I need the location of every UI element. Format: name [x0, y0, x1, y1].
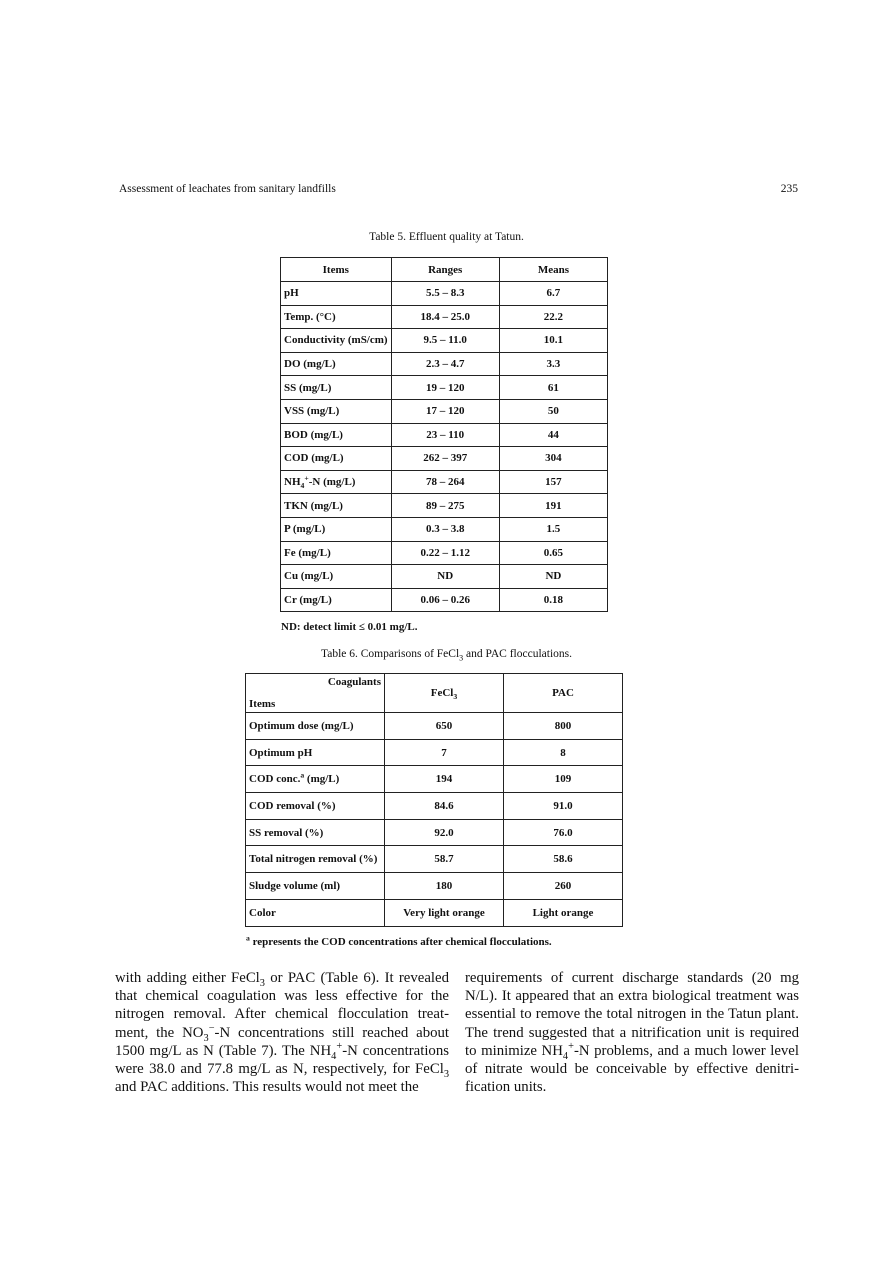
table5-cell-mean: 157	[499, 470, 607, 494]
table5-cell-range: 0.06 – 0.26	[391, 588, 499, 612]
table6-cell-item: COD removal (%)	[246, 793, 385, 820]
table6-cell-fecl3: 84.6	[385, 793, 504, 820]
table6-row	[246, 873, 623, 900]
table6-row	[246, 739, 623, 766]
table5-cell-item: BOD (mg/L)	[281, 423, 392, 447]
table6-header-corner	[246, 674, 385, 713]
table5-cell-range: ND	[391, 565, 499, 589]
table6-note: $^a$ represents the COD concentrations after chemical flocculations.	[246, 933, 552, 948]
table5-cell-mean: 0.18	[499, 588, 607, 612]
table6-cell-item: Color	[246, 899, 385, 926]
table6-caption-text: Table 6. Comparisons of FeCl$_3$ and PAC flocculations.	[321, 648, 572, 663]
table5-cell-mean: 3.3	[499, 352, 607, 376]
table6-cell-item: Optimum pH	[246, 739, 385, 766]
table6-row	[246, 899, 623, 926]
table6	[245, 673, 623, 927]
table5-row	[281, 541, 608, 565]
table6-cell-pac: 91.0	[504, 793, 623, 820]
table5-cell-item: $NH_4^+-N$ (mg/L)	[281, 470, 392, 494]
table5-cell-item: Cu (mg/L)	[281, 565, 392, 589]
table6-cell-fecl3: 650	[385, 713, 504, 740]
table6-cell-pac: 260	[504, 873, 623, 900]
table6-header-row	[246, 674, 623, 713]
table5-cell-mean: 10.1	[499, 329, 607, 353]
table5-cell-range: 89 – 275	[391, 494, 499, 518]
table5-cell-range: 18.4 – 25.0	[391, 305, 499, 329]
table5-row	[281, 399, 608, 423]
table6-cell-pac: 58.6	[504, 846, 623, 873]
table6-cell-item: SS removal (%)	[246, 819, 385, 846]
running-head: Assessment of leachates from sanitary landfills	[119, 183, 336, 195]
table6-cell-pac: 76.0	[504, 819, 623, 846]
table6-row	[246, 713, 623, 740]
table6-cell-fecl3: 7	[385, 739, 504, 766]
table5-row	[281, 588, 608, 612]
table5-row	[281, 329, 608, 353]
table5-cell-mean: ND	[499, 565, 607, 589]
table5-cell-item: P (mg/L)	[281, 517, 392, 541]
table5-cell-range: 23 – 110	[391, 423, 499, 447]
table6-row	[246, 793, 623, 820]
body-right-column: requirements of current discharge standards (20 mg N/L). It appeared that an extra biological treatment was essential to remove the total nitrogen in the Tatun plant. The trend suggested that a nitrification unit is required to minimize $NH_4^+-N$ problems, and a much lower level of nitrate would be conceivable by effective denitrification units.	[465, 970, 799, 1096]
table5-row	[281, 470, 608, 494]
table6-cell-pac: 109	[504, 766, 623, 793]
table6-cell-fecl3: 92.0	[385, 819, 504, 846]
table5-row	[281, 565, 608, 589]
table5-body	[281, 282, 608, 612]
table5-row	[281, 447, 608, 471]
table5-cell-item: TKN (mg/L)	[281, 494, 392, 518]
table5-row	[281, 423, 608, 447]
page-number: 235	[780, 183, 798, 195]
table5-cell-range: 0.3 – 3.8	[391, 517, 499, 541]
table5-col-ranges: Ranges	[391, 258, 499, 282]
table5-cell-item: SS (mg/L)	[281, 376, 392, 400]
table5-cell-item: VSS (mg/L)	[281, 399, 392, 423]
table6-row	[246, 819, 623, 846]
table6-cell-fecl3: 180	[385, 873, 504, 900]
table5-cell-item: Cr (mg/L)	[281, 588, 392, 612]
table5-cell-item: pH	[281, 282, 392, 306]
table6-cell-item: Optimum dose (mg/L)	[246, 713, 385, 740]
table5-cell-range: 5.5 – 8.3	[391, 282, 499, 306]
table5	[280, 257, 608, 612]
table5-cell-item: COD (mg/L)	[281, 447, 392, 471]
table6-col-pac: PAC	[504, 674, 623, 713]
table6-cell-fecl3: 58.7	[385, 846, 504, 873]
table5-cell-mean: 61	[499, 376, 607, 400]
table5-cell-mean: 6.7	[499, 282, 607, 306]
table5-cell-item: Temp. (°C)	[281, 305, 392, 329]
table5-cell-item: DO (mg/L)	[281, 352, 392, 376]
table5-cell-mean: 191	[499, 494, 607, 518]
table5-cell-range: 0.22 – 1.12	[391, 541, 499, 565]
table6-cell-item: COD conc.$^a$ (mg/L)	[246, 766, 385, 793]
table6-cell-pac: Light orange	[504, 899, 623, 926]
table5-col-means: Means	[499, 258, 607, 282]
table5-cell-item: Conductivity (mS/cm)	[281, 329, 392, 353]
table5-cell-range: 262 – 397	[391, 447, 499, 471]
table5-col-items: Items	[281, 258, 392, 282]
table5-cell-mean: 50	[499, 399, 607, 423]
table6-cell-fecl3: Very light orange	[385, 899, 504, 926]
table5-row	[281, 494, 608, 518]
table6-cell-item: Total nitrogen removal (%)	[246, 846, 385, 873]
table6-row	[246, 766, 623, 793]
table5-cell-mean: 304	[499, 447, 607, 471]
table5-row	[281, 376, 608, 400]
table6-cell-item: Sludge volume (ml)	[246, 873, 385, 900]
table5-row	[281, 517, 608, 541]
table5-header-row	[281, 258, 608, 282]
table5-cell-mean: 1.5	[499, 517, 607, 541]
table6-cell-fecl3: 194	[385, 766, 504, 793]
table5-row	[281, 282, 608, 306]
table6-header-items: Items	[249, 698, 276, 710]
table5-cell-range: 9.5 – 11.0	[391, 329, 499, 353]
table5-cell-item: Fe (mg/L)	[281, 541, 392, 565]
table5-note: ND: detect limit ≤ 0.01 mg/L.	[281, 621, 418, 633]
table5-cell-range: 78 – 264	[391, 470, 499, 494]
table5-cell-range: 19 – 120	[391, 376, 499, 400]
table6-header-coagulants: Coagulants	[327, 676, 381, 688]
table6-cell-pac: 8	[504, 739, 623, 766]
table5-cell-range: 17 – 120	[391, 399, 499, 423]
body-left-column: with adding either FeCl$_3$ or PAC (Table 6). It revealed that chemical coagulation was less effective for the nitrogen removal. After chemical flocculation treatment, the $NO_3^--N$ concentrations still reached about 1500 mg/L as N (Table 7). The $NH_4^+-N$ concentrations were 38.0 and 77.8 mg/L as N, respectively, for FeCl$_3$ and PAC additions. This results would not meet the	[115, 970, 450, 1096]
table6-cell-pac: 800	[504, 713, 623, 740]
table5-cell-mean: 22.2	[499, 305, 607, 329]
table6-row	[246, 846, 623, 873]
table6-col-fecl3: FeCl$_3$	[385, 674, 504, 713]
table5-cell-mean: 0.65	[499, 541, 607, 565]
table6-caption	[0, 648, 893, 663]
table5-cell-mean: 44	[499, 423, 607, 447]
table5-row	[281, 305, 608, 329]
table6-body	[246, 674, 623, 927]
table5-caption: Table 5. Effluent quality at Tatun.	[369, 231, 524, 243]
table5-cell-range: 2.3 – 4.7	[391, 352, 499, 376]
table5-row	[281, 352, 608, 376]
